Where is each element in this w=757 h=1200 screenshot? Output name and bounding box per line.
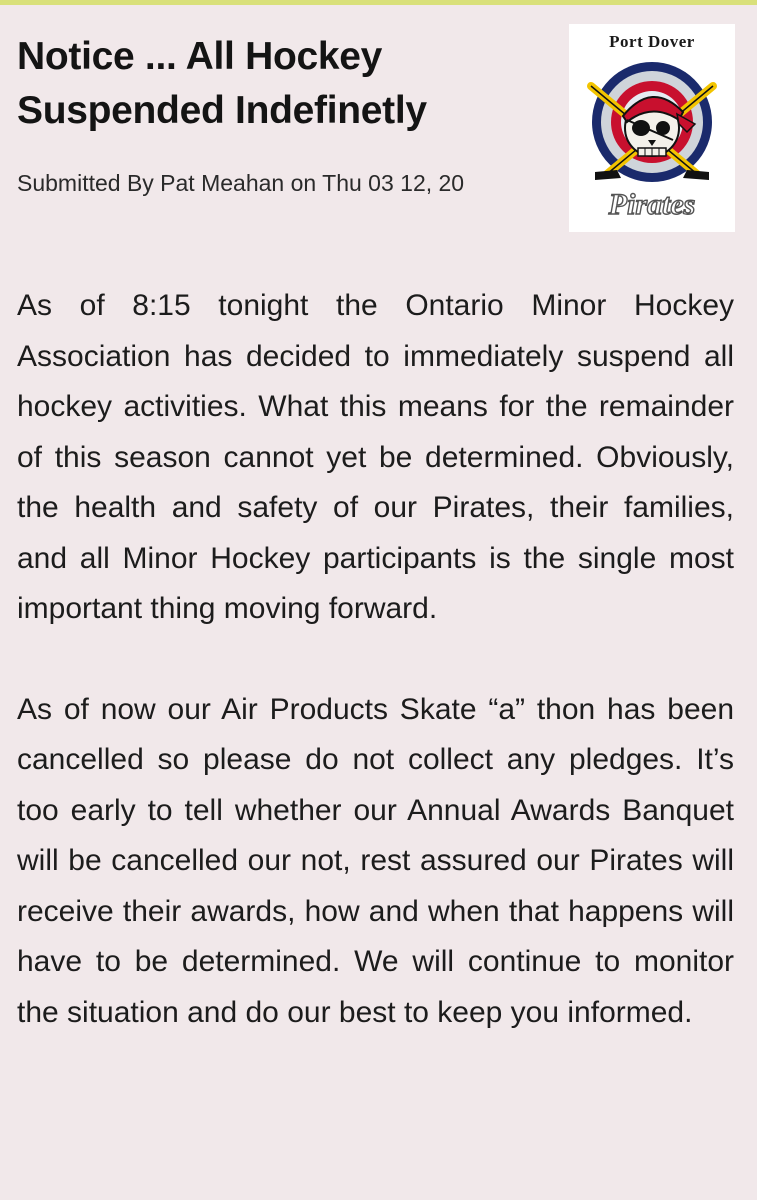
article-header bbox=[17, 30, 547, 202]
logo-bottom-text: Pirates bbox=[608, 188, 696, 221]
article-meta: Submitted By Pat Meahan on Thu 03 12, 20 bbox=[17, 170, 465, 196]
article-body bbox=[17, 281, 734, 1088]
article-title: Notice ... All Hockey Suspended Indefinetly bbox=[17, 35, 427, 132]
article-paragraph: As of 8:15 tonight the Ontario Minor Hockey Association has decided to immediately suspend all hockey activities. What this means for the remainder of this season cannot yet be determined. Obviously, the health and safety of our Pirates, their families, and all Minor Hockey participants is the single most important thing moving forward. bbox=[17, 289, 734, 625]
top-border bbox=[0, 0, 757, 5]
logo-top-text: Port Dover bbox=[609, 32, 695, 51]
article-paragraph: As of now our Air Products Skate “a” thon has been cancelled so please do not collect any pledges. It’s too early to tell whether our Annual Awards Banquet will be cancelled our not, rest assured our Pirates will receive their awards, how and when that happens will have to be determined. We will continue to monitor the situation and do our best to keep you informed. bbox=[17, 692, 734, 1029]
port-dover-pirates-logo bbox=[569, 24, 735, 232]
